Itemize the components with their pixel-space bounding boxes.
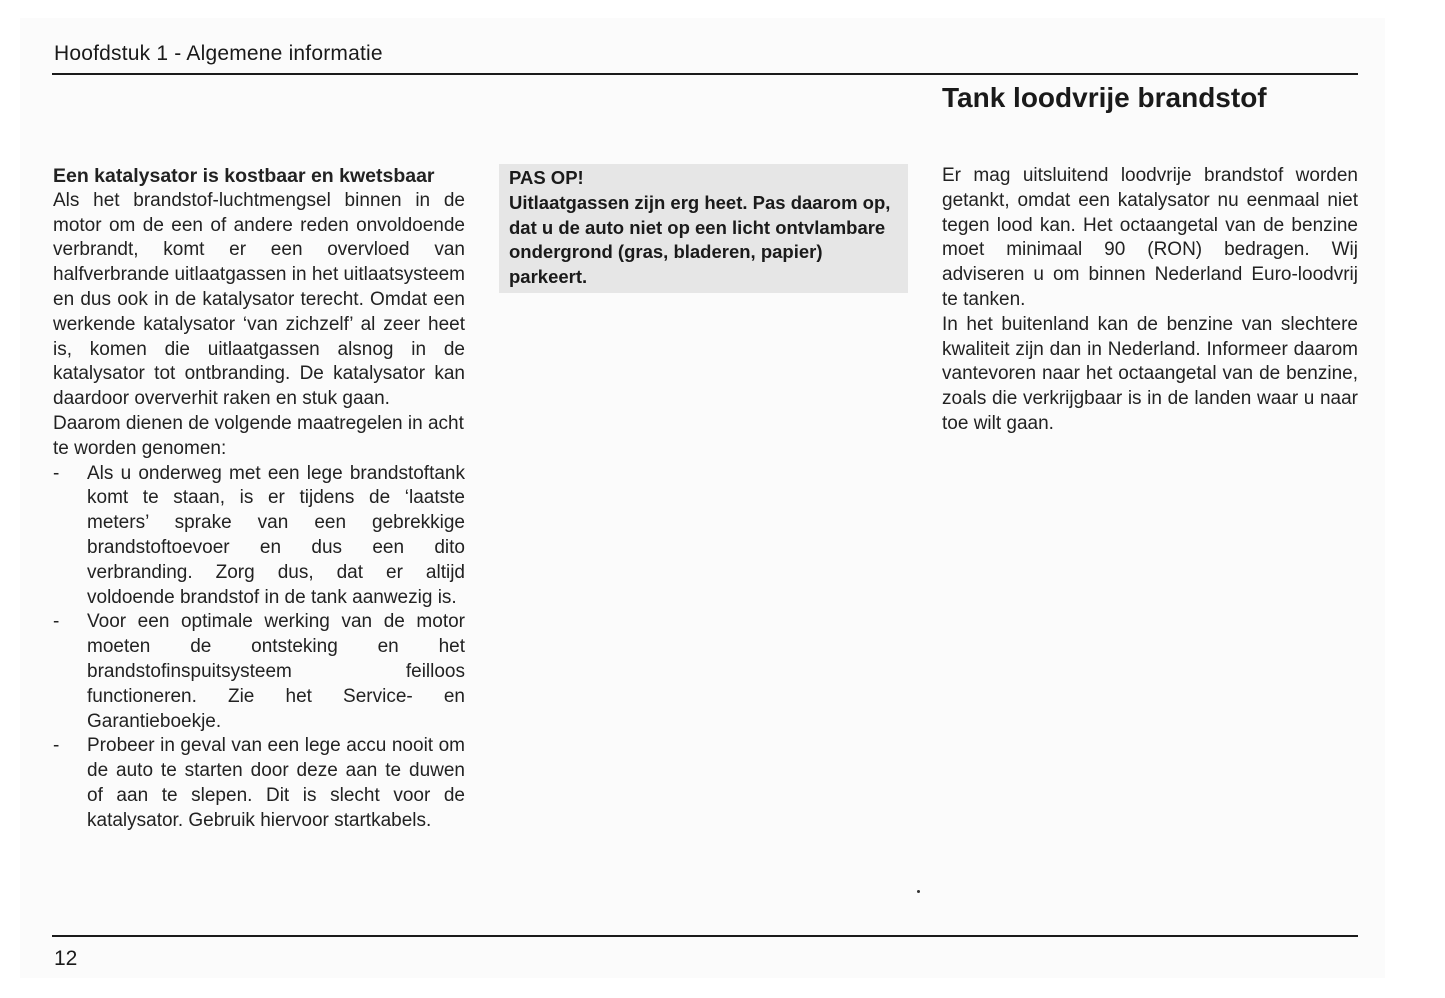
warning-box xyxy=(499,164,908,293)
print-speck xyxy=(917,890,920,893)
list-item xyxy=(53,734,465,833)
warning-title: PAS OP! xyxy=(509,167,584,188)
right-column xyxy=(942,164,1358,437)
measures-list xyxy=(53,462,465,834)
dash-bullet-icon: - xyxy=(53,462,60,484)
list-item-text: Voor een optimale werking van de motor moeten de ontsteking en het brandstofinspuitsysteem feilloos functioneren. Zie het Service- en Garantieboekje. xyxy=(87,611,465,732)
left-column xyxy=(53,164,465,834)
section-title: Tank loodvrije brandstof xyxy=(942,82,1267,113)
list-item xyxy=(53,610,465,734)
dash-bullet-icon: - xyxy=(53,611,60,633)
page-number: 12 xyxy=(54,947,78,970)
list-item-text: Probeer in geval van een lege accu nooit om de auto te starten door deze aan te duwen of aan te slepen. Dit is slecht voor de katalysator. Gebruik hiervoor startkabels. xyxy=(87,735,465,831)
list-item xyxy=(53,462,465,611)
header-rule xyxy=(52,73,1358,75)
measures-intro: Daarom dienen de volgende maatregelen in acht te worden genomen: xyxy=(53,412,464,459)
catalyst-paragraph: Als het brandstof-luchtmengsel binnen in de motor om de een of andere reden onvoldoende verbrandt, komt er een overvloed van halfverbrande uitlaatgassen in het uitlaatsysteem en dus ook in de katalysator terecht. Omdat een werkende katalysator ‘van zichzelf’ al zeer heet is, komen die uitlaatgassen alsnog in de katalysator tot ontbranding. De katalysator kan daardoor oververhit raken en stuk gaan. xyxy=(53,189,465,410)
fuel-paragraph: Er mag uitsluitend loodvrije brandstof worden getankt, omdat een katalysator nu eenmaal niet tegen lood kan. Het octaangetal van de benzine moet minimaal 90 (RON) bedragen. Wij adviseren u om binnen Nederland Euro-loodvrij te tanken. xyxy=(942,165,1358,310)
catalyst-heading: Een katalysator is kostbaar en kwetsbaar xyxy=(53,165,435,187)
warning-text: Uitlaatgassen zijn erg heet. Pas daarom op, dat u de auto niet op een licht ontvlambare ondergrond (gras, bladeren, papier) parkeert. xyxy=(509,191,891,288)
chapter-header: Hoofdstuk 1 - Algemene informatie xyxy=(54,42,383,65)
footer-rule xyxy=(52,935,1358,937)
dash-bullet-icon: - xyxy=(53,735,60,757)
abroad-paragraph: In het buitenland kan de benzine van slechtere kwaliteit zijn dan in Nederland. Informeer daarom vantevoren naar het octaangetal van de benzine, zoals die verkrijgbaar is in de landen waar u naar toe wilt gaan. xyxy=(942,313,1358,434)
list-item-text: Als u onderweg met een lege brandstoftank komt te staan, is er tijdens de ‘laatste meters’ sprake van een gebrekkige brandstoftoevoer en dus een dito verbranding. Zorg dus, dat er altijd voldoende brandstof in de tank aanwezig is. xyxy=(87,462,465,608)
